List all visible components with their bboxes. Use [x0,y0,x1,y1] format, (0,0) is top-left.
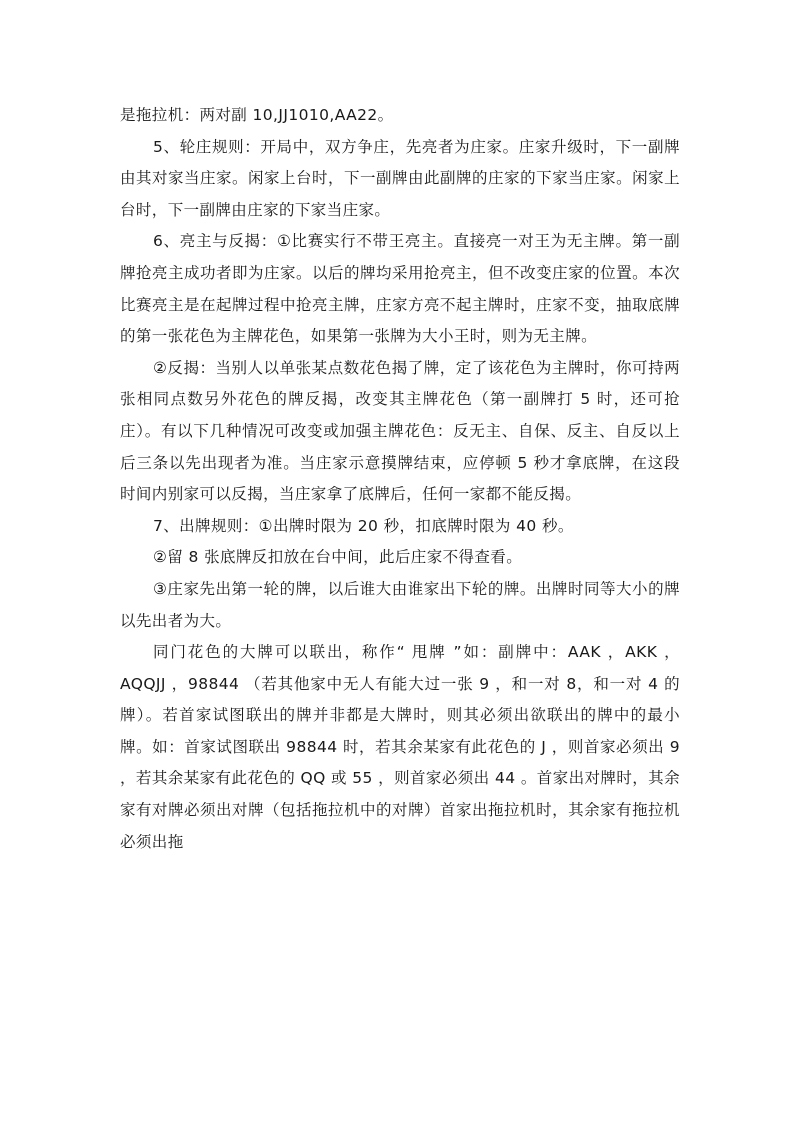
paragraph-bottom-cards: ②留 8 张底牌反扣放在台中间，此后庄家不得查看。 [153,548,523,567]
paragraph-throw-rules: 同门花色的大牌可以联出，称作“ 甩牌 ”如：副牌中：AAK ，AKK ，AQQJJ ，98844 （若其他家中无人有能大过一张 9 ，和一对 8，和一对 4 的牌）。若首家试图联出的牌并非都是大牌时，则其必须出欲联出的牌中的最小牌。如：首家试图联出 98844 时，若其余某家有此花色的 J ，则首家必须出 9 ，若其余某家有此花色的 QQ 或 55 ，则首家必须出 44 。首家出对牌时，其余家有对牌必须出对牌（包括拖拉机中的对牌）首家出拖拉机时，其余家有拖拉机必须出拖 [120,643,680,851]
paragraph-trump-declaration: 6、亮主与反揭：①比赛实行不带王亮主。直接亮一对王为无主牌。第一副牌抢亮主成功者即为庄家。以后的牌均采用抢亮主，但不改变庄家的位置。本次比赛亮主是在起牌过程中抢亮主牌，庄家方亮不起主牌时，庄家不变，抽取底牌的第一张花色为主牌花色，如果第一张牌为大小王时，则为无主牌。 [120,232,680,346]
paragraph-counter-declaration: ②反揭：当别人以单张某点数花色揭了牌，定了该花色为主牌时，你可持两张相同点数另外花色的牌反揭，改变其主牌花色（第一副牌打 5 时，还可抢庄）。有以下几种情况可改变或加强主牌花色：反无主、自保、反主、自反以上后三条以先出现者为准。当庄家示意摸牌结束，应停顿 5 秒才拿底牌，在这段时间内别家可以反揭，当庄家拿了底牌后，任何一家都不能反揭。 [120,358,680,504]
paragraph-lead-order: ③庄家先出第一轮的牌，以后谁大由谁家出下轮的牌。出牌时同等大小的牌以先出者为大。 [120,579,680,630]
paragraph-tractor-example: 是拖拉机：两对副 10,JJ1010,AA22。 [120,106,394,124]
paragraph-play-rules-time-limit: 7、出牌规则：①出牌时限为 20 秒，扣底牌时限为 40 秒。 [153,516,574,535]
document-body [120,100,680,858]
paragraph-dealer-rotation-rules: 5、轮庄规则：开局中，双方争庄，先亮者为庄家。庄家升级时，下一副牌由其对家当庄家。闲家上台时，下一副牌由此副牌的庄家的下家当庄家。闲家上台时，下一副牌由庄家的下家当庄家。 [120,137,680,219]
